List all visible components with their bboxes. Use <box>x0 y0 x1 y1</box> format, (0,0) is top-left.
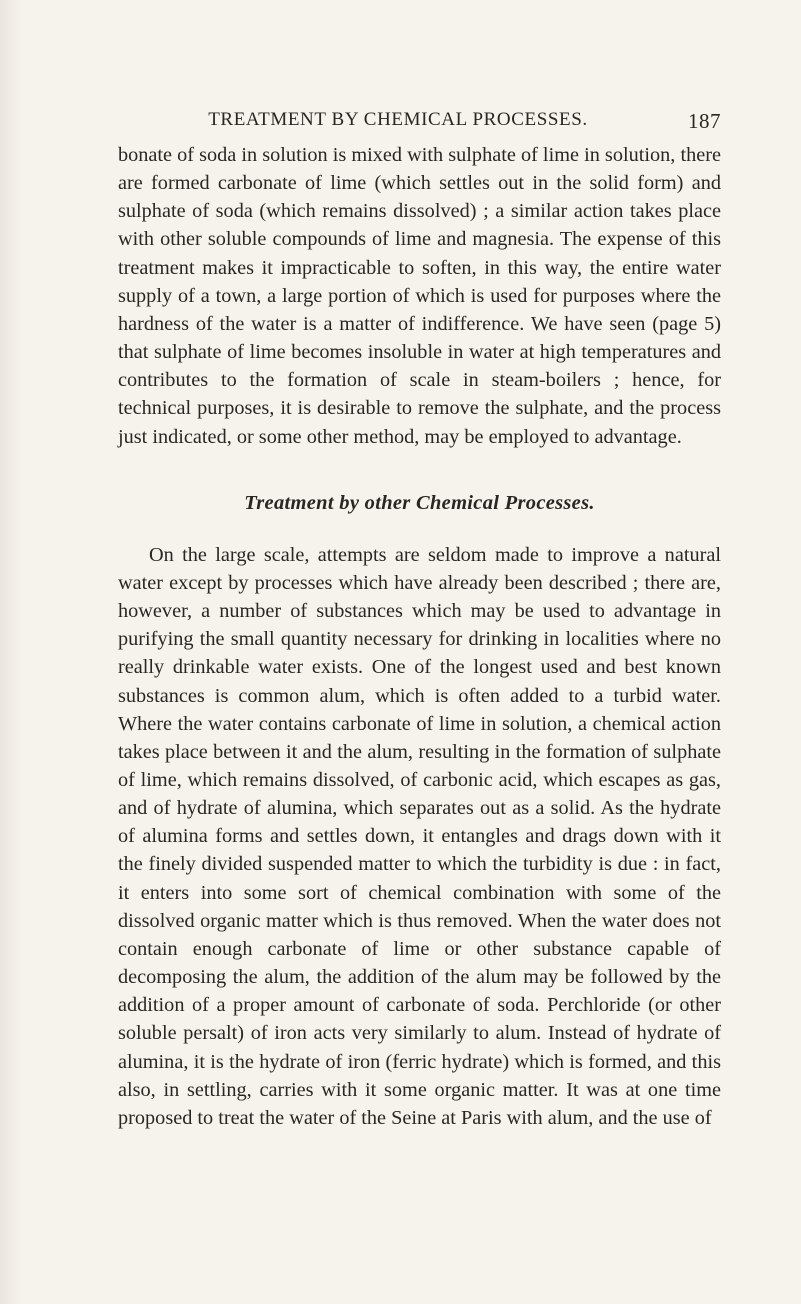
running-head: TREATMENT BY CHEMICAL PROCESSES. <box>208 109 588 130</box>
page-number: 187 <box>688 109 721 133</box>
paragraph-alum-treatment: On the large scale, attempts are seldom made to improve a natural water except by processes which have already been described ; there are, however, a number of substances which may be used to advantage in purifying the small quantity necessary for drinking in localities where no really drinkable water exists. One of the longest used and best known substances is common alum, which is often added to a turbid water. Where the water contains carbonate of lime in solution, a chemical action takes place between it and the alum, resulting in the formation of sulphate of lime, which remains dissolved, of carbonic acid, which escapes as gas, and of hydrate of alumina, which separates out as a solid. As the hydrate of alumina forms and settles down, it entangles and drags down with it the finely divided suspended matter to which the turbidity is due : in fact, it enters into some sort of chemical combination with some of the dissolved organic matter which is thus removed. When the water does not contain enough carbonate of lime or other substance capable of decomposing the alum, the addition of the alum may be followed by the addition of a proper amount of carbonate of soda. Perchloride (or other soluble persalt) of iron acts very similarly to alum. Instead of hydrate of alumina, it is the hydrate of iron (ferric hydrate) which is formed, and this also, in settling, carries with it some organic matter. It was at one time proposed to treat the water of the Seine at Paris with alum, and the use of <box>118 543 721 1129</box>
page-edge-shadow <box>0 0 22 1304</box>
section-heading: Treatment by other Chemical Processes. <box>244 491 595 514</box>
paragraph-continued: bonate of soda in solution is mixed with sulphate of lime in solution, there are formed carbonate of lime (which settles out in the solid form) and sulphate of soda (which remains dissolved) ; a similar action takes place with other soluble compounds of lime and magnesia. The expense of this treatment makes it impracticable to soften, in this way, the entire water supply of a town, a large portion of which is used for purposes where the hardness of the water is a matter of indifference. We have seen (page 5) that sulphate of lime becomes insoluble in water at high temperatures and contributes to the formation of scale in steam-boilers ; hence, for technical purposes, it is desirable to remove the sulphate, and the process just indicated, or some other method, may be employed to advantage. <box>118 144 721 448</box>
text-block <box>118 141 721 1132</box>
page-header <box>118 109 721 135</box>
